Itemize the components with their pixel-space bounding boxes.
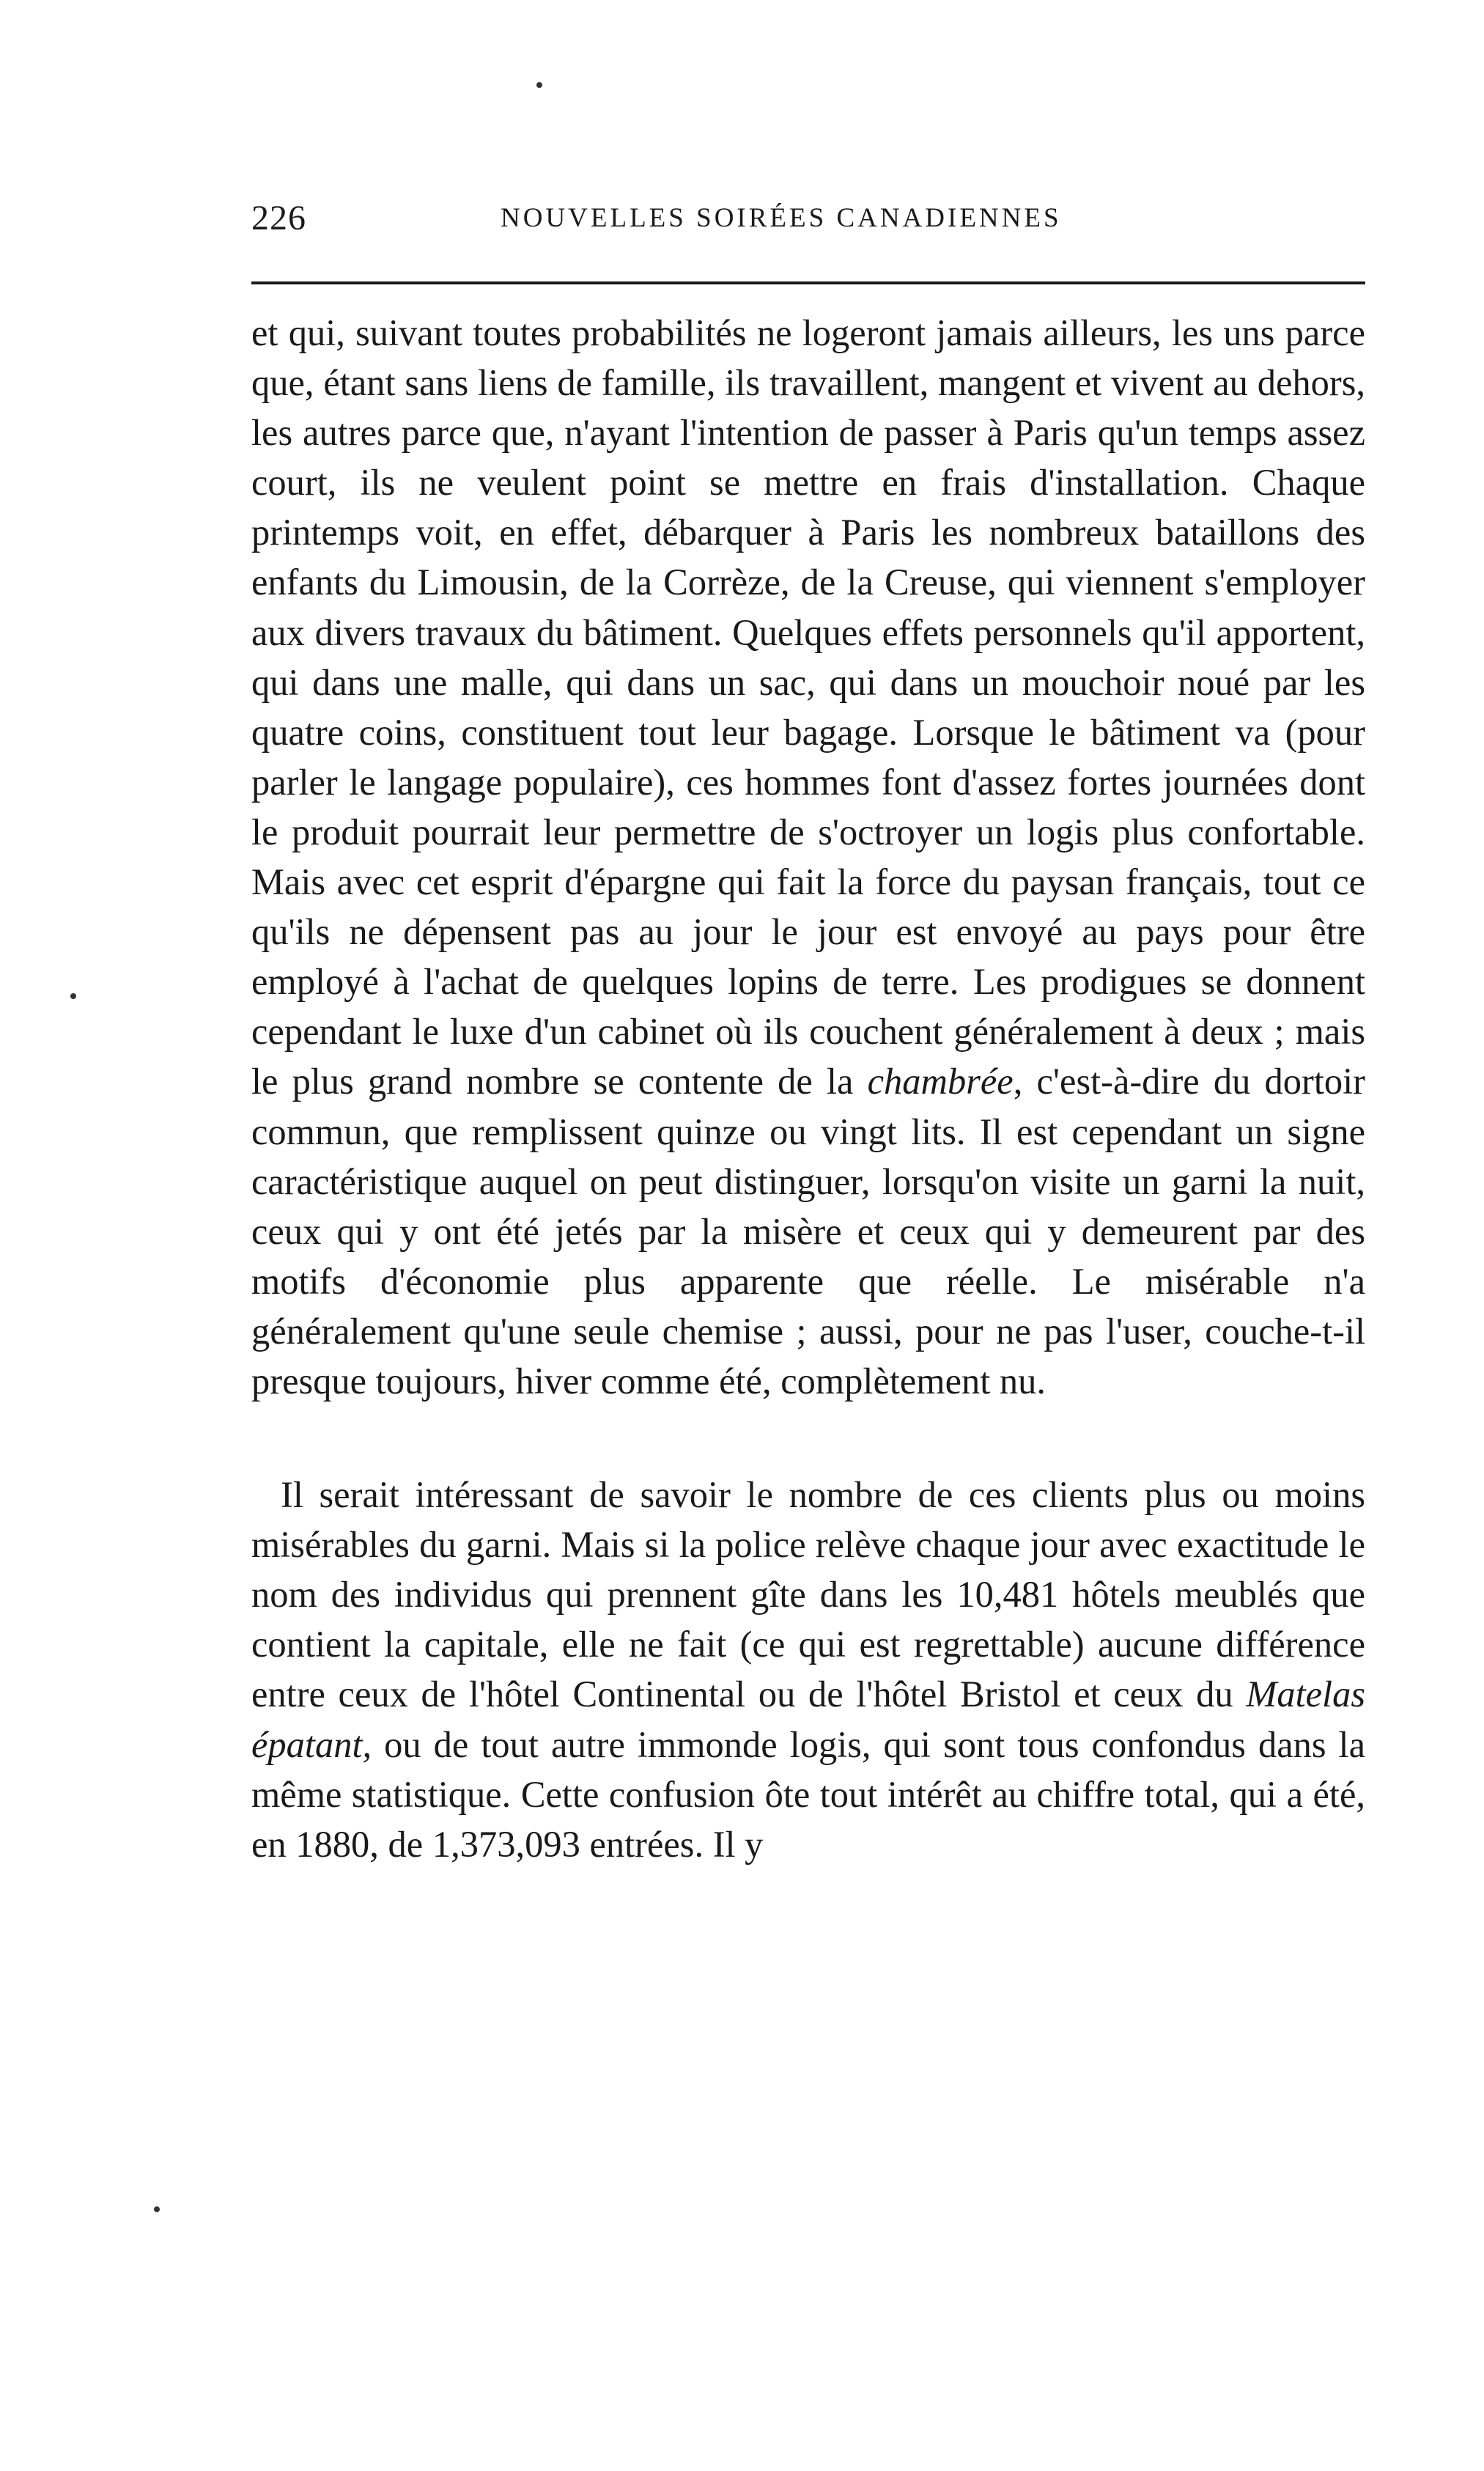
print-speck: [536, 82, 542, 88]
running-title: NOUVELLES SOIRÉES CANADIENNES: [501, 203, 1062, 233]
text-segment: et qui, suivant toutes probabilités ne logeront jamais ailleurs, les uns parce que, étant sans liens de famille, ils travaillent, mangent et vivent au dehors, les autres parce que, n'ayant l'intention de passer à Paris qu'un temps assez court, ils ne veulent point se mettre en frais d'installation. Chaque printemps voit, en effet, débarquer à Paris les nombreux bataillons des enfants du Limousin, de la Corrèze, de la Creuse, qui viennent s'employer aux divers travaux du bâtiment. Quelques effets personnels qu'il apportent, qui dans une malle, qui dans un sac, qui dans un mouchoir noué par les quatre coins, constituent tout leur bagage. Lorsque le bâtiment va (pour parler le langage populaire), ces hommes font d'assez fortes journées dont le produit pourrait leur permettre de s'octroyer un logis plus confortable. Mais avec cet esprit d'épargne qui fait la force du paysan français, tout ce qu'ils ne dépensent pas au jour le jour est envoyé au pays pour être employé à l'achat de quelques lopins de terre. Les prodigues se donnent cependant le luxe d'un cabinet où ils couchent généralement à deux ; mais le plus grand nombre se contente de la: [251, 312, 1365, 1102]
paragraph: [251, 1470, 1365, 1869]
running-header: [251, 198, 1365, 249]
italic-term: chambrée: [867, 1061, 1014, 1102]
italic-term: Matelas épatant,: [251, 1673, 1365, 1765]
print-speck: [154, 2206, 160, 2212]
header-rule: [251, 281, 1365, 284]
text-segment: Il serait intéressant de savoir le nombre de ces clients plus ou moins misérables du garni. Mais si la police relève chaque jour avec exactitude le nom des individus qui prennent gîte dans les 10,481 hôtels meublés que contient la capitale, elle ne fait (ce qui est regrettable) aucune différence entre ceux de l'hôtel Continental ou de l'hôtel Bristol et ceux du: [251, 1474, 1365, 1715]
body-text: [251, 308, 1365, 1869]
print-speck: [70, 993, 76, 999]
text-segment: , c'est-à-dire du dortoir commun, que remplissent quinze ou vingt lits. Il est cependant un signe caractéristique auquel on peut distinguer, lorsqu'on visite un garni la nuit, ceux qui y ont été jetés par la misère et ceux qui y demeurent par des motifs d'économie plus apparente que réelle. Le misérable n'a généralement qu'une seule chemise ; aussi, pour ne pas l'user, couche-t-il presque toujours, hiver comme été, complètement nu.: [251, 1061, 1365, 1402]
text-segment: ou de tout autre immonde logis, qui sont tous confondus dans la même statistique. Cette confusion ôte tout intérêt au chiffre total, qui a été, en 1880, de 1,373,093 entrées. Il y: [251, 1723, 1365, 1865]
paragraph: [251, 308, 1365, 1406]
page-number: 226: [251, 199, 306, 237]
